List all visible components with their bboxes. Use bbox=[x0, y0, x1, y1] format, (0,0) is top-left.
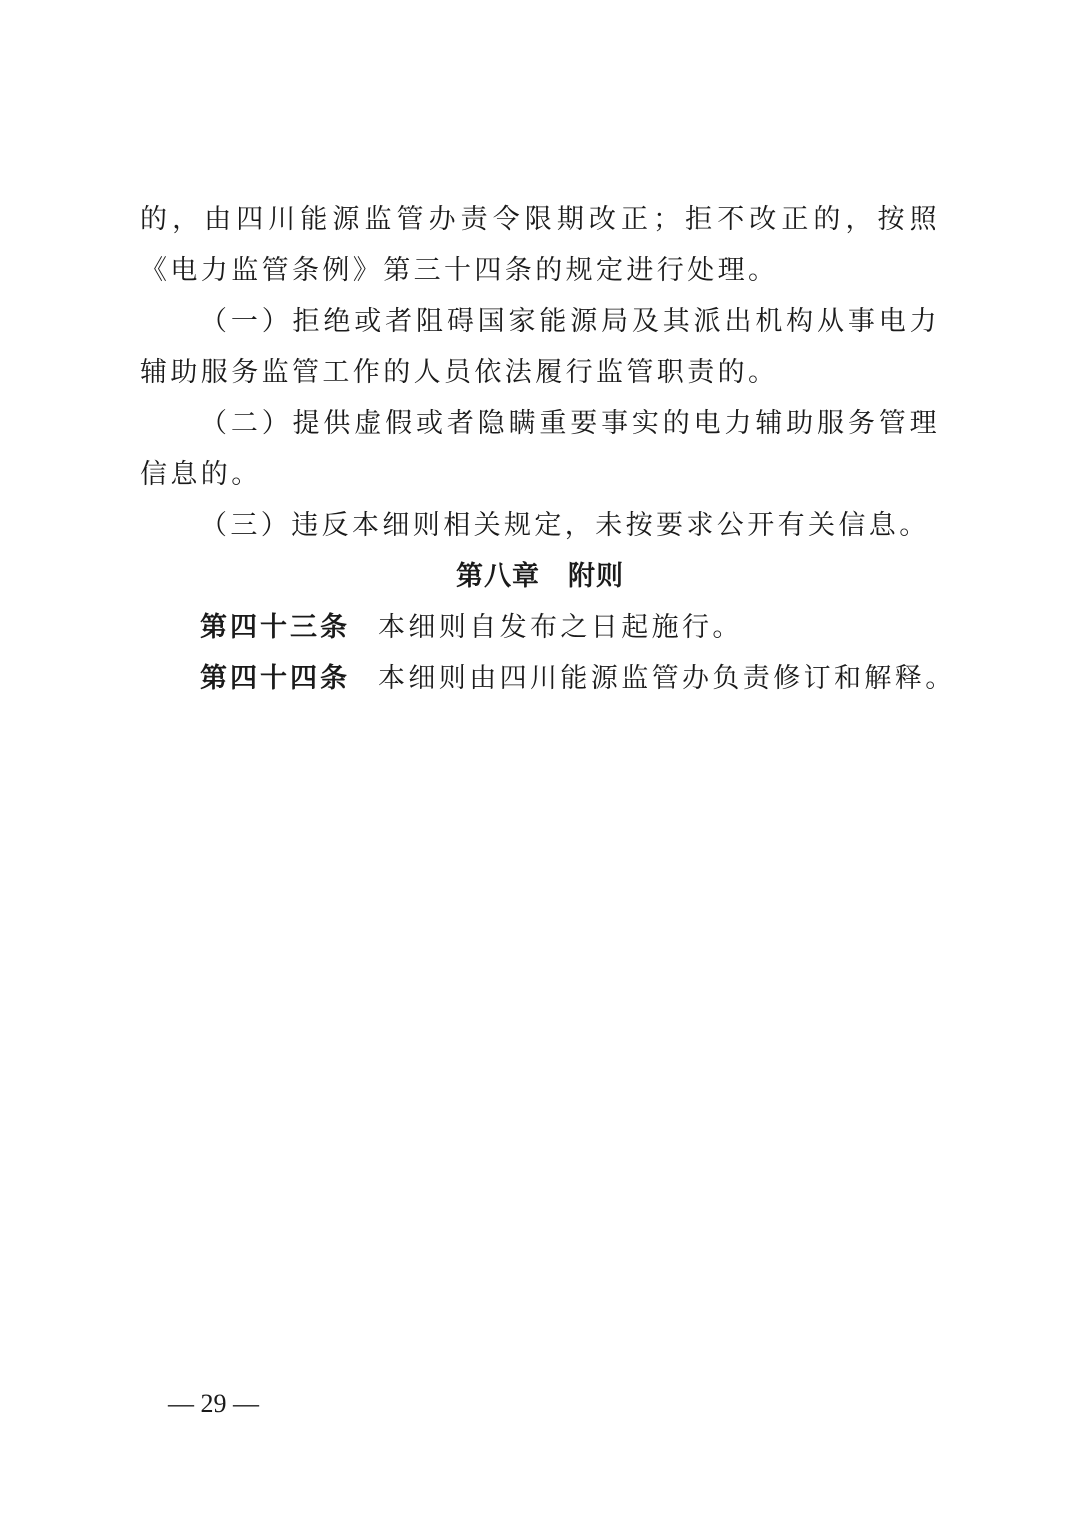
paragraph-continuation: 的，由四川能源监管办责令限期改正；拒不改正的，按照《电力监管条例》第三十四条的规定进行处理。 bbox=[140, 204, 940, 286]
paragraph-item-3: （三）违反本细则相关规定，未按要求公开有关信息。 bbox=[200, 510, 930, 541]
article-43-label: 第四十三条 bbox=[200, 612, 350, 643]
article-44-text: 本细则由四川能源监管办负责修订和解释。 bbox=[378, 663, 956, 694]
paragraph-item-2: （二）提供虚假或者隐瞒重要事实的电力辅助服务管理信息的。 bbox=[140, 408, 940, 490]
chapter-title: 第八章 附则 bbox=[456, 561, 624, 592]
article-43 bbox=[140, 602, 940, 653]
page-number: — 29 — bbox=[168, 1389, 259, 1418]
paragraph-item-1: （一）拒绝或者阻碍国家能源局及其派出机构从事电力辅助服务监管工作的人员依法履行监管职责的。 bbox=[140, 306, 940, 388]
article-44-label: 第四十四条 bbox=[200, 663, 350, 694]
article-44 bbox=[140, 653, 956, 704]
article-43-text: 本细则自发布之日起施行。 bbox=[378, 612, 743, 643]
document-body bbox=[140, 194, 956, 704]
